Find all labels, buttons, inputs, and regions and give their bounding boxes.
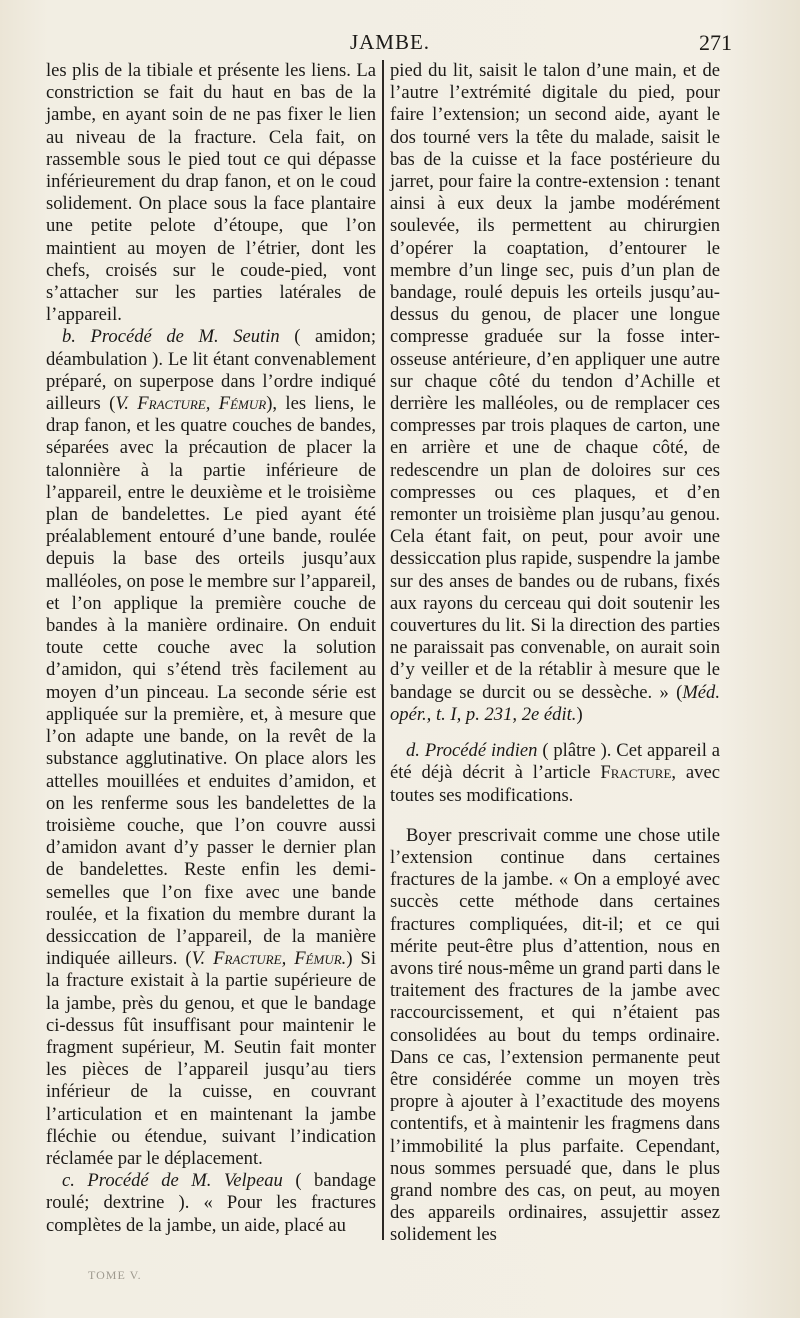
paragraph-text: ) Si la fracture existait à la partie supérieure de la jambe, près du genou, et que le bandage ci-dessus fût insuffisant pour maintenir le fragment supérieur, M. Seutin fait monter les pièces de l’appareil jusqu’au tiers inférieur de la cuisse, en couvrant l’articulation et en maintenant la jambe fléchie ou étendue, suivant l’indication réclamée par le déplacement. bbox=[46, 948, 376, 1169]
running-title: JAMBE. bbox=[349, 30, 431, 54]
paragraph-continuation: les plis de la tibiale et présente les liens. La constriction se fait du haut en bas de la jambe, en ayant soin de ne pas fixer le lien au niveau de la fracture. Cela fait, on rassemble sous le pied tout ce qui dépasse inférieurement du drap fanon, et on le coud solidement. On place sous la face plantaire une petite pelote d’étoupe, que l’on maintient au moyen de l’étrier, dont les chefs, croisés sur le coude-pied, vont s’attacher sur les parties latérales de l’appareil. bbox=[46, 60, 376, 326]
citation: Méd. opér., t. I, p. 231, 2e édit. bbox=[390, 681, 720, 725]
paragraph-indien bbox=[390, 740, 720, 807]
paragraph-text: ( bandage roulé; dextrine ). « Pour les fractures complètes de la jambe, un aide, placé au bbox=[46, 1170, 377, 1236]
signature-mark: TOME V. bbox=[88, 1268, 142, 1282]
running-head bbox=[0, 28, 800, 58]
cross-reference: V. Fracture, Fémur bbox=[115, 393, 267, 415]
paragraph-text: ( plâtre ). Cet appareil a été déjà décrit à l’article bbox=[390, 740, 720, 784]
paragraph-continuation bbox=[390, 60, 720, 726]
paragraph-text: ( amidon; déambulation ). Le lit étant convenablement préparé, on superpose dans l’ordre indiqué ailleurs ( bbox=[46, 326, 376, 415]
paragraph-text: ) bbox=[576, 703, 583, 725]
cross-reference: V. Fracture, Fémur. bbox=[191, 948, 347, 970]
cross-reference: Fracture bbox=[600, 762, 672, 784]
section-heading-velpeau: c. Procédé de M. Velpeau bbox=[62, 1170, 283, 1192]
paragraph-text: pied du lit, saisit le talon d’une main, et de l’autre l’extrémité digitale du pied, pour faire l’extension; un second aide, ayant le dos tourné vers la tête du malade, saisit le bas de la cuisse et la face postérieure du jarret, pour faire la contre-extension : tenant ainsi à eux deux la jambe modérément soulevée, ils permettent au chirurgien d’opérer la coaptation, d’entourer le membre d’un linge sec, puis d’un plan de bandage, roulé depuis les orteils jusqu’au-dessus du genou, de placer une longue compresse graduée sur la fosse inter-osseuse antérieure, d’en appliquer une autre sur chaque côté du tendon d’Achille et derrière les malléoles, ou de remplacer ces compresses par trois plaques de carton, une en arrière et une de chaque côté, de redescendre un plan de doloires sur ces compresses ou ces plaques, et d’en remonter un troisième plan jusqu’au genou. Cela étant fait, on peut, pour avoir une dessiccation plus rapide, suspendre la jambe sur des anses de bandes ou de rubans, fixés aux rayons du cerceau qui doit soutenir les couvertures du lit. Si la direction des parties ne paraissait pas convenable, on aurait soin d’y veiller et de la rétablir à mesure que le bandage se durcit ou se dessèche. » ( bbox=[390, 60, 720, 703]
left-column bbox=[46, 60, 376, 1252]
section-heading-indien: d. Procédé indien bbox=[406, 740, 538, 762]
section-heading-seutin: b. Procédé de M. Seutin bbox=[62, 326, 280, 348]
paragraph-text: , avec toutes ses modifications. bbox=[390, 762, 720, 806]
page-number: 271 bbox=[699, 30, 732, 55]
right-column bbox=[390, 60, 720, 1252]
paragraph-text: ), les liens, le drap fanon, et les quatre couches de bandes, séparées avec la précaution de placer la talonnière à la partie inférieure de l’appareil, entre le deuxième et le troisième plan de bandelettes. Le pied ayant été préalablement entouré d’une bande, roulée depuis la base des orteils jusqu’aux malléoles, on pose le membre sur l’appareil, et l’on applique la première couche de bandes à la manière ordinaire. On enduit toute cette couche avec la solution d’amidon, qui s’étend très facilement au moyen d’un pinceau. La seconde série est appliquée sur la première, et, à mesure que l’on adapte une bande, on la revêt de la substance agglutinative. On place alors les attelles mouillées et enduites d’amidon, et on les renferme sous les bandelettes de la troisième couche, que l’on couvre aussi d’amidon avant d’y passer le dernier plan de bandelettes. Reste enfin les demi-semelles que l’on fixe avec une bande roulée, et la fixation du membre durant la dessiccation de l’appareil, de la manière indiquée ailleurs. ( bbox=[46, 393, 377, 970]
paragraph-seutin bbox=[46, 326, 376, 1170]
paragraph-velpeau bbox=[46, 1170, 376, 1237]
paragraph-boyer: Boyer prescrivait comme une chose utile l’extension continue dans certaines fractures de la jambe. « On a employé avec succès cette méthode dans certaines fractures compliquées, dit-il; et ce qui mérite peut-être plus d’attention, nous en avons tiré nous-même un grand parti dans le traitement des fractures de la jambe avec raccourcissement, et qui n’étaient pas consolidées au bout du temps ordinaire. Dans ce cas, l’extension permanente peut être considérée comme un moyen très propre à ajouter à l’exactitude des moyens contentifs, et à maintenir les fragmens dans l’immobilité la plus parfaite. Cependant, nous sommes persuadé que, dans le plus grand nombre des cas, on peut, au moyen des appareils ordinaires, assujettir assez solidement les bbox=[390, 824, 720, 1246]
column-divider bbox=[382, 60, 384, 1240]
